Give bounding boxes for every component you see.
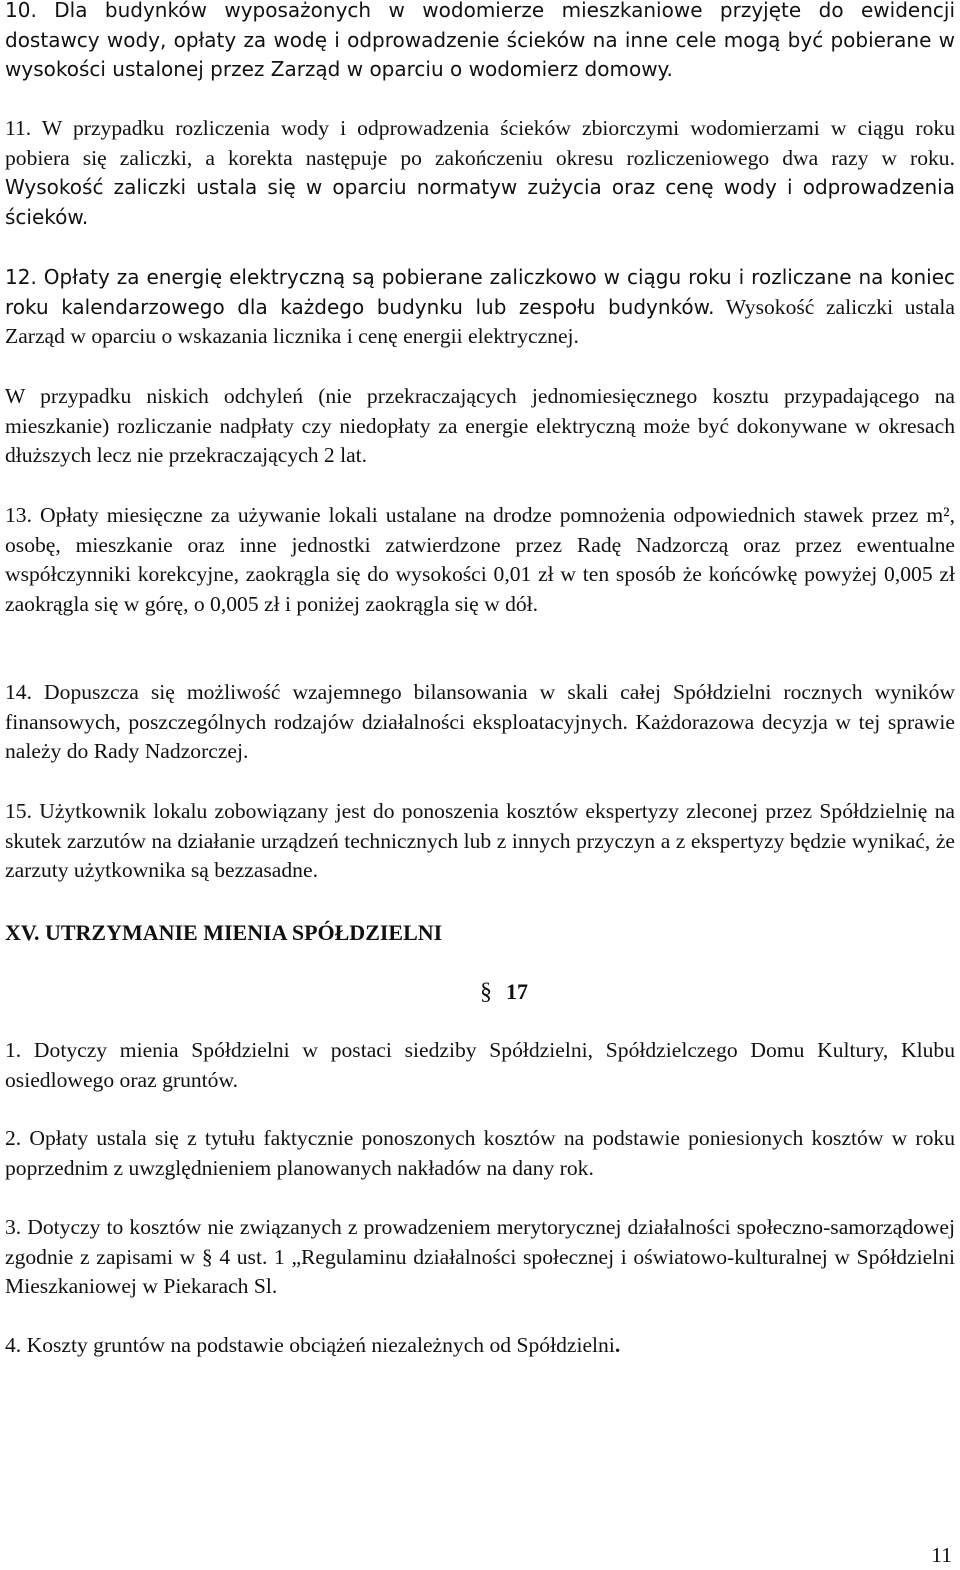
paragraph-heading	[480, 977, 528, 1007]
item-15: 15. Użytkownik lokalu zobowiązany jest do ponoszenia kosztów ekspertyzy zleconej przez Spółdzielnię na skutek zarzutów na działanie urządzeń technicznych lub z innych przyczyn a z ekspertyzy będzie wynikać, że zarzuty użytkownika są bezzasadne.	[5, 799, 955, 882]
item-11: 11. W przypadku rozliczenia wody i odprowadzenia ścieków zbiorczymi wodomierzami w ciągu roku pobiera się zaliczki, a korekta następuje po zakończeniu okresu rozliczeniowego dwa razy w roku. Wysokość zaliczki ustala się w oparciu normatyw zużycia oraz cenę wody i odprowadzenia ścieków.	[5, 116, 955, 229]
point-1: 1. Dotyczy mienia Spółdzielni w postaci siedziby Spółdzielni, Spółdzielczego Domu Kultury, Klubu osiedlowego oraz gruntów.	[5, 1038, 955, 1092]
item-12-continuation: W przypadku niskich odchyleń (nie przekraczających jednomiesięcznego kosztu przypadającego na mieszkanie) rozliczanie nadpłaty czy niedopłaty za energie elektryczną może być dokonywane w okresach dłuższych lecz nie przekraczających 2 lat.	[5, 384, 955, 467]
point-2: 2. Opłaty ustala się z tytułu faktycznie ponoszonych kosztów na podstawie poniesionych kosztów w roku poprzednim z uwzględnieniem planowanych nakładów na dany rok.	[5, 1126, 955, 1180]
item-12: 12. Opłaty za energię elektryczną są pobierane zaliczkowo w ciągu roku i rozliczane na koniec roku kalendarzowego dla każdego budynku lub zespołu budynków. Wysokość zaliczki ustala Zarząd w oparciu o wskazania licznika i cenę energii elektrycznej.	[5, 265, 956, 348]
section-title: XV. UTRZYMANIE MIENIA SPÓŁDZIELNI	[5, 920, 443, 945]
paragraph-number: 17	[506, 979, 528, 1004]
paragraph-symbol: §	[480, 979, 492, 1005]
item-14: 14. Dopuszcza się możliwość wzajemnego bilansowania w skali całej Spółdzielni rocznych wyników finansowych, poszczególnych rodzajów działalności eksploatacyjnych. Każdorazowa decyzja w tej sprawie należy do Rady Nadzorczej.	[5, 680, 955, 763]
point-3: 3. Dotyczy to kosztów nie związanych z prowadzeniem merytorycznej działalności społeczno-samorządowej zgodnie z zapisami w § 4 ust. 1 „Regulaminu działalności społecznej i oświatowo-kulturalnej w Spółdzielni Mieszkaniowej w Piekarach Sl.	[5, 1215, 955, 1298]
item-13: 13. Opłaty miesięczne za używanie lokali ustalane na drodze pomnożenia odpowiednich stawek przez m², osobę, mieszkanie oraz inne jednostki zatwierdzone przez Radę Nadzorczą oraz przez ewentualne współczynniki korekcyjne, zaokrągla się do wysokości 0,01 zł w ten sposób że końcówkę powyżej 0,005 zł zaokrągla się w górę, o 0,005 zł i poniżej zaokrągla się w dół.	[5, 503, 955, 616]
point-4: 4. Koszty gruntów na podstawie obciążeń niezależnych od Spółdzielni.	[5, 1333, 621, 1357]
section-symbol: §	[201, 1244, 213, 1269]
item-10: 10. Dla budynków wyposażonych w wodomierze mieszkaniowe przyjęte do ewidencji dostawcy wody, opłaty za wodę i odprowadzenie ścieków na inne cele mogą być pobierane w wysokości ustalonej przez Zarząd w oparciu o wodomierz domowy.	[5, 0, 955, 81]
page-number: 11	[931, 1543, 952, 1567]
